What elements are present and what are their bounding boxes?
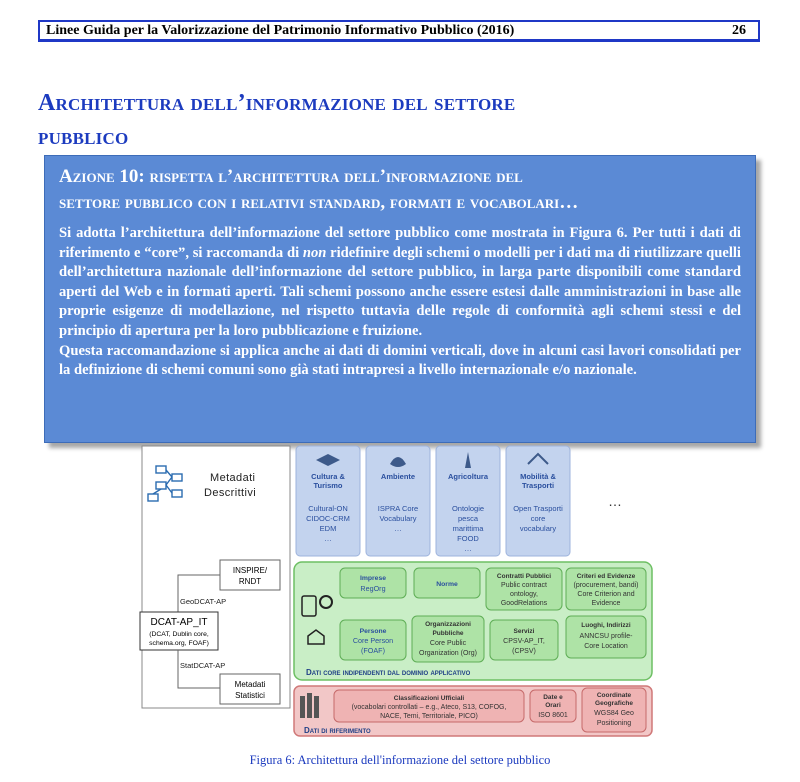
- core-title: Imprese: [359, 575, 387, 582]
- dcat-sub-1: (DCAT, Dublin core,: [149, 631, 209, 638]
- metadati-descrittivi-line-2: Descrittivi: [204, 487, 257, 499]
- domain-box-ambiente: [366, 446, 430, 556]
- core-title: Criteri ed Evidenze: [576, 573, 636, 580]
- core-line: GoodRelations: [500, 600, 548, 607]
- action-title: [59, 164, 741, 216]
- architecture-figure: [138, 444, 658, 744]
- action-title-line-1: Azione 10: rispetta l’architettura dell’informazione del: [59, 166, 523, 187]
- core-line: (CPSV): [512, 648, 536, 655]
- domain-line: Vocabulary: [379, 514, 417, 523]
- ref-title: Coordinate: [596, 692, 632, 699]
- section-title-line-1: Architettura dell’informazione del settore: [38, 90, 516, 116]
- ref-line: Positioning: [596, 720, 632, 727]
- ref-line: WGS84 Geo: [594, 710, 634, 717]
- domains-more: …: [608, 493, 622, 509]
- emphasis-text: non: [302, 244, 327, 261]
- action-paragraph-1: [59, 224, 741, 342]
- core-box: [566, 568, 646, 610]
- domain-box-mobilita: [506, 446, 570, 556]
- domain-line: …: [324, 534, 332, 543]
- inspire-line-1: INSPIRE/: [232, 566, 268, 575]
- figure-caption: Figura 6: Architettura dell'informazione del settore pubblico: [249, 753, 551, 767]
- core-title: Norme: [436, 581, 458, 588]
- geodcat-label: GeoDCAT-AP: [180, 597, 227, 606]
- domain-line: pesca: [457, 514, 479, 523]
- section-title-line-2: pubblico: [38, 124, 129, 150]
- core-line: Organization (Org): [419, 650, 477, 657]
- domain-title: Turismo: [313, 481, 343, 490]
- core-title: Contratti Pubblici: [496, 573, 552, 580]
- core-box: [490, 620, 558, 660]
- dcat-title: DCAT-AP_IT: [150, 617, 208, 628]
- inspire-line-2: RNDT: [238, 577, 262, 586]
- domain-line: FOOD: [457, 534, 479, 543]
- core-line: Core Location: [584, 643, 628, 650]
- core-line: ontology,: [510, 591, 538, 598]
- domain-title: Cultura &: [311, 472, 345, 481]
- core-box: [340, 620, 406, 660]
- domain-line: CIDOC-CRM: [306, 514, 350, 523]
- action-paragraph-2: Questa raccomandazione si applica anche ai dati di domini verticali, dove in alcuni casi lavori consolidati per la definizione di schemi comuni sono già stati intrapresi a livello internazionale e/o nazionale.: [59, 342, 741, 379]
- core-title: Luoghi, Indirizzi: [581, 622, 631, 629]
- domain-line: core: [530, 514, 546, 523]
- domain-line: marittima: [452, 524, 484, 533]
- core-box: [412, 616, 484, 662]
- dcat-sub-2: schema.org, FOAF): [149, 640, 209, 647]
- core-line: CPSV-AP_IT,: [503, 638, 545, 645]
- core-box: [566, 616, 646, 658]
- core-line: (FOAF): [361, 646, 385, 655]
- ref-title: Geografiche: [595, 700, 633, 707]
- statdcat-label: StatDCAT-AP: [180, 661, 226, 670]
- domain-title: Agricoltura: [447, 472, 489, 481]
- ref-box: [334, 690, 524, 722]
- ref-title: Date e: [543, 694, 563, 701]
- ref-title: Classificazioni Ufficiali: [393, 695, 465, 702]
- domain-line: ISPRA Core: [377, 504, 419, 513]
- metadati-descrittivi-line-1: Metadati: [210, 472, 256, 484]
- core-title: Organizzazioni: [425, 621, 471, 628]
- ref-box: [582, 688, 646, 732]
- domain-line: vocabulary: [519, 524, 557, 533]
- domain-line: Ontologie: [451, 504, 485, 513]
- domain-box-agricoltura: [436, 446, 500, 556]
- core-box: [414, 568, 480, 598]
- action-title-line-2: settore pubblico con i relativi standard, formati e vocabolari…: [59, 192, 579, 213]
- section-title: [38, 86, 738, 154]
- paragraph-text: ridefinire degli schemi o modelli per i dati ma di riutilizzare quelli dell’architettura nazionale dell’informazione del settore pubblico, in larga parte disponibili come standard aperti del Web e in formati aperti. Tali schemi possono anche essere estesi dalle amministrazioni in base alle proprie esigenze di modellazione, nel rispetto tuttavia delle regole di conformità agli schemi stessi e del principio di apertura per la loro pubblicazione e fruizione.: [59, 244, 741, 339]
- ref-title: Orari: [545, 702, 561, 709]
- ref-box: [530, 690, 576, 722]
- document-title: Linee Guida per la Valorizzazione del Patrimonio Informativo Pubblico (2016): [46, 22, 515, 38]
- action-box: [44, 155, 756, 443]
- core-line: Public contract: [501, 582, 547, 589]
- reference-label: Dati di riferimento: [304, 726, 371, 735]
- core-line: ANNCSU profile-: [579, 633, 633, 640]
- ref-line: NACE, Temi, Territoriale, PICO): [380, 713, 478, 720]
- domain-line: Cultural-ON: [308, 504, 348, 513]
- domain-title: Mobilità &: [520, 472, 556, 481]
- core-line: Core Person: [352, 636, 394, 645]
- domain-line: …: [464, 544, 472, 553]
- core-line: (procurement, bandi): [573, 582, 639, 589]
- core-line: RegOrg: [360, 584, 386, 593]
- paragraph-text: Si adotta l’architettura dell’informazione del settore pubblico come mostrata in Figura 6. Per tutti i dati di riferimento e “core”, si raccomanda di: [59, 225, 741, 261]
- core-title: Pubbliche: [432, 630, 464, 637]
- metadati-statistici-line-1: Metadati: [234, 680, 266, 689]
- metadati-statistici-line-2: Statistici: [235, 691, 265, 700]
- core-title: Persone: [359, 628, 387, 635]
- action-body: [59, 224, 741, 381]
- books-icon: [300, 693, 319, 718]
- ref-line: (vocabolari controllati – e.g., Ateco, S13, COFOG,: [351, 704, 507, 711]
- running-header: [38, 20, 760, 42]
- domain-title: Ambiente: [380, 472, 416, 481]
- ref-line: ISO 8601: [538, 712, 568, 719]
- domain-title: Trasporti: [521, 481, 555, 490]
- domain-line: EDM: [319, 524, 337, 533]
- core-label: Dati core indipendenti dal dominio applicativo: [306, 668, 471, 677]
- page-number: 26: [732, 22, 746, 38]
- core-line: Core Criterion and: [577, 591, 635, 598]
- core-line: Core Public: [429, 640, 467, 647]
- domain-line: …: [394, 524, 402, 533]
- domain-line: Open Trasporti: [513, 504, 563, 513]
- core-box: [340, 568, 406, 598]
- core-box: [486, 568, 562, 610]
- core-title: Servizi: [513, 628, 535, 635]
- core-line: Evidence: [591, 600, 621, 607]
- domain-box-cultura: [296, 446, 360, 556]
